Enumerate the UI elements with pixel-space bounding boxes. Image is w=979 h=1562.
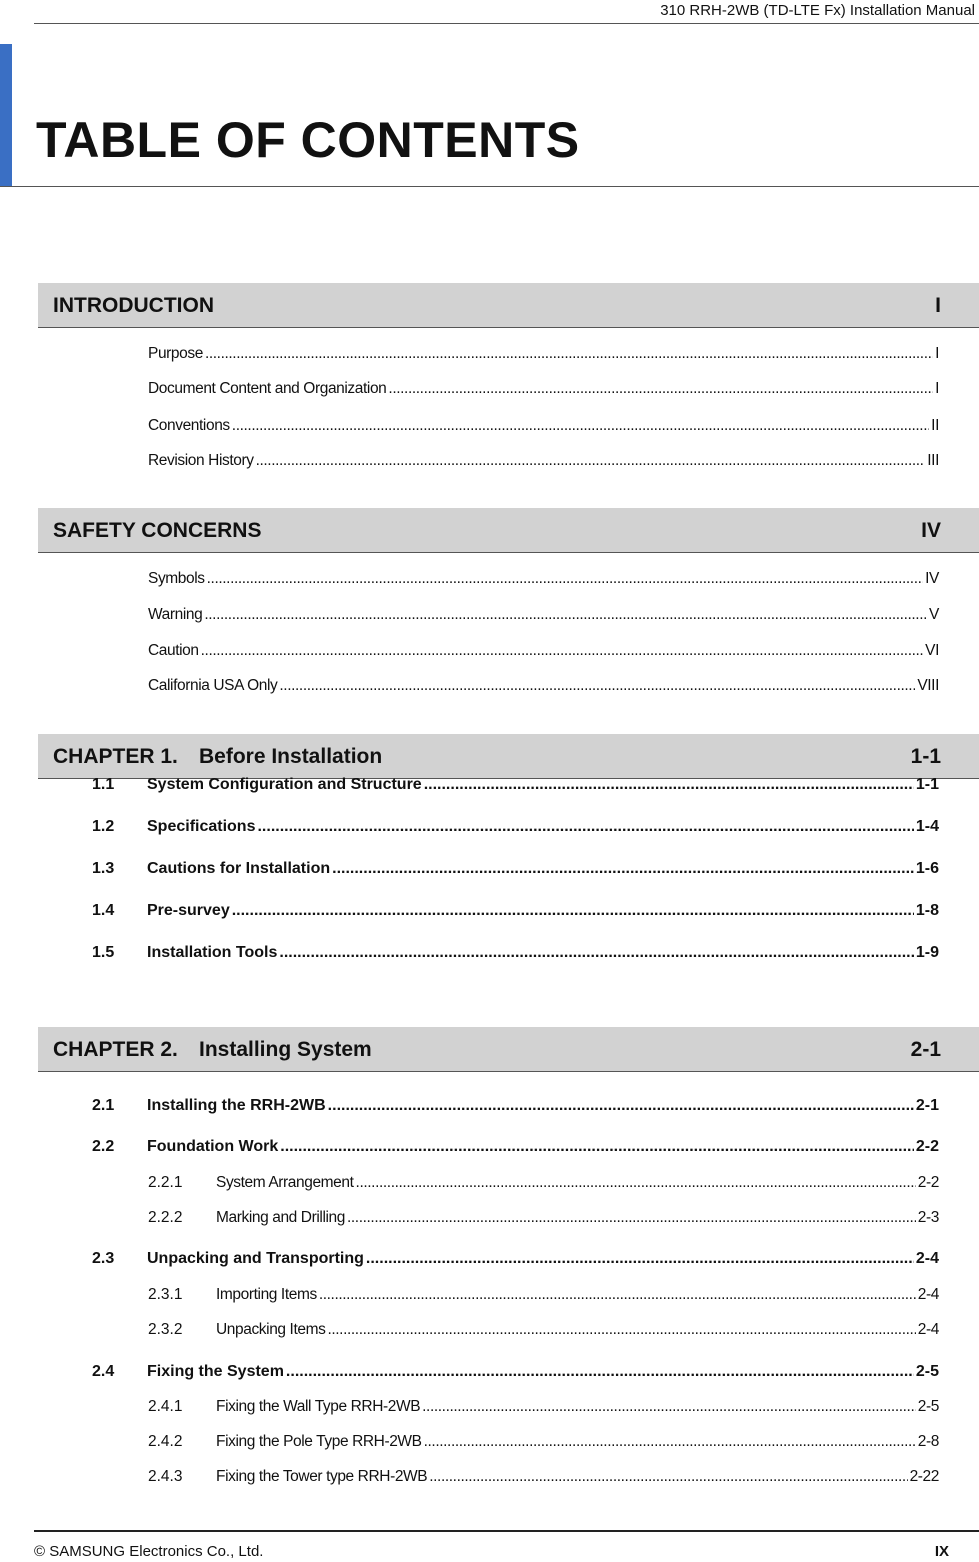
toc-page: VI bbox=[925, 642, 939, 659]
title-rule bbox=[0, 186, 979, 187]
toc-number: 1.1 bbox=[92, 776, 115, 793]
toc-entry-california-usa-only[interactable] bbox=[148, 677, 939, 695]
toc-number: 2.3.2 bbox=[148, 1321, 183, 1338]
toc-number: 2.1 bbox=[92, 1097, 115, 1114]
section-chapter-1[interactable] bbox=[38, 734, 979, 779]
toc-label: Fixing the Tower type RRH-2WB bbox=[216, 1468, 428, 1485]
toc-number: 2.4.3 bbox=[148, 1468, 183, 1485]
toc-number: 2.2.1 bbox=[148, 1174, 183, 1191]
toc-number: 2.3 bbox=[92, 1250, 115, 1267]
toc-label: Unpacking Items bbox=[216, 1321, 326, 1338]
toc-entry-2-2[interactable] bbox=[92, 1138, 939, 1156]
toc-page: IV bbox=[925, 570, 939, 587]
toc-label: Specifications bbox=[147, 818, 256, 835]
toc-number: 1.2 bbox=[92, 818, 115, 835]
footer-copyright: © SAMSUNG Electronics Co., Ltd. bbox=[34, 1543, 264, 1560]
toc-number: 2.4.2 bbox=[148, 1433, 183, 1450]
toc-label: Caution bbox=[148, 642, 199, 659]
leader-dots bbox=[279, 944, 914, 962]
toc-label: Installing the RRH-2WB bbox=[147, 1097, 326, 1114]
toc-label: Purpose bbox=[148, 345, 203, 362]
toc-label: California USA Only bbox=[148, 677, 278, 694]
chapter-title: Installing System bbox=[199, 1038, 372, 1061]
title-accent-bar bbox=[0, 44, 12, 187]
toc-page: VIII bbox=[917, 677, 939, 694]
leader-dots bbox=[257, 818, 913, 836]
chapter-number: CHAPTER 1. bbox=[53, 745, 178, 768]
toc-entry-caution[interactable] bbox=[148, 642, 939, 660]
toc-entry-2-4[interactable] bbox=[92, 1363, 939, 1381]
leader-dots bbox=[356, 1174, 916, 1192]
toc-entry-1-3[interactable] bbox=[92, 860, 939, 878]
section-title bbox=[53, 745, 382, 769]
leader-dots bbox=[286, 1363, 914, 1381]
toc-entry-warning[interactable] bbox=[148, 606, 939, 624]
toc-label: Conventions bbox=[148, 417, 230, 434]
leader-dots bbox=[279, 677, 915, 695]
toc-page: 2-4 bbox=[915, 1250, 939, 1267]
toc-label: Foundation Work bbox=[147, 1138, 279, 1155]
leader-dots bbox=[422, 1398, 916, 1416]
toc-label: Installation Tools bbox=[147, 944, 278, 961]
leader-dots bbox=[424, 1433, 916, 1451]
toc-page: II bbox=[931, 417, 939, 434]
toc-page: 2-5 bbox=[915, 1363, 939, 1380]
leader-dots bbox=[232, 417, 929, 435]
toc-label: System Arrangement bbox=[216, 1174, 354, 1191]
toc-page: 2-4 bbox=[917, 1286, 939, 1303]
toc-label: Fixing the Pole Type RRH-2WB bbox=[216, 1433, 422, 1450]
leader-dots bbox=[328, 1097, 914, 1115]
toc-page: 2-3 bbox=[917, 1209, 939, 1226]
toc-entry-2-3-1[interactable] bbox=[148, 1286, 939, 1304]
toc-label: Fixing the System bbox=[147, 1363, 284, 1380]
toc-entry-2-1[interactable] bbox=[92, 1097, 939, 1115]
section-page: 1-1 bbox=[910, 745, 941, 768]
section-page: 2-1 bbox=[910, 1038, 941, 1061]
toc-entry-2-4-1[interactable] bbox=[148, 1398, 939, 1416]
toc-page: 1-4 bbox=[915, 818, 939, 835]
toc-number: 2.2.2 bbox=[148, 1209, 183, 1226]
toc-entry-2-2-1[interactable] bbox=[148, 1174, 939, 1192]
toc-number: 2.2 bbox=[92, 1138, 115, 1155]
leader-dots bbox=[207, 570, 924, 588]
toc-number: 1.5 bbox=[92, 944, 115, 961]
toc-entry-2-4-3[interactable] bbox=[148, 1468, 939, 1486]
toc-label: Importing Items bbox=[216, 1286, 317, 1303]
chapter-title: Before Installation bbox=[199, 745, 383, 768]
toc-entry-1-4[interactable] bbox=[92, 902, 939, 920]
toc-page: I bbox=[935, 380, 939, 397]
section-page: IV bbox=[921, 519, 941, 542]
toc-label: Pre-survey bbox=[147, 902, 230, 919]
toc-page: 2-22 bbox=[909, 1468, 939, 1485]
toc-entry-1-5[interactable] bbox=[92, 944, 939, 962]
leader-dots bbox=[347, 1209, 916, 1227]
toc-entry-document-content[interactable] bbox=[148, 380, 939, 398]
leader-dots bbox=[424, 776, 914, 794]
running-header: 310 RRH-2WB (TD-LTE Fx) Installation Manual bbox=[660, 2, 975, 19]
toc-entry-1-2[interactable] bbox=[92, 818, 939, 836]
toc-label: Document Content and Organization bbox=[148, 380, 387, 397]
toc-page: 2-2 bbox=[915, 1138, 939, 1155]
toc-page: 1-1 bbox=[915, 776, 939, 793]
leader-dots bbox=[280, 1138, 914, 1156]
toc-label: Symbols bbox=[148, 570, 205, 587]
toc-label: Warning bbox=[148, 606, 203, 623]
toc-entry-2-4-2[interactable] bbox=[148, 1433, 939, 1451]
toc-label: Fixing the Wall Type RRH-2WB bbox=[216, 1398, 421, 1415]
leader-dots bbox=[327, 1321, 915, 1339]
leader-dots bbox=[204, 606, 927, 624]
toc-page: V bbox=[929, 606, 939, 623]
toc-entry-2-3[interactable] bbox=[92, 1250, 939, 1268]
leader-dots bbox=[429, 1468, 907, 1486]
toc-entry-conventions[interactable] bbox=[148, 417, 939, 435]
toc-label: Revision History bbox=[148, 452, 254, 469]
toc-page: 1-6 bbox=[915, 860, 939, 877]
toc-page: 2-2 bbox=[917, 1174, 939, 1191]
toc-page: 2-5 bbox=[917, 1398, 939, 1415]
section-title: SAFETY CONCERNS bbox=[53, 519, 262, 542]
toc-label: Cautions for Installation bbox=[147, 860, 331, 877]
page-title: TABLE OF CONTENTS bbox=[36, 112, 580, 168]
toc-number: 1.3 bbox=[92, 860, 115, 877]
toc-number: 2.4 bbox=[92, 1363, 115, 1380]
toc-entry-1-1[interactable] bbox=[92, 776, 939, 794]
toc-number: 1.4 bbox=[92, 902, 115, 919]
toc-page: I bbox=[935, 345, 939, 362]
header-rule bbox=[34, 23, 979, 24]
toc-page: 2-8 bbox=[917, 1433, 939, 1450]
toc-label: Marking and Drilling bbox=[216, 1209, 345, 1226]
toc-entry-symbols[interactable] bbox=[148, 570, 939, 588]
toc-label: Unpacking and Transporting bbox=[147, 1250, 364, 1267]
leader-dots bbox=[366, 1250, 914, 1268]
leader-dots bbox=[319, 1286, 916, 1304]
toc-number: 2.4.1 bbox=[148, 1398, 183, 1415]
toc-page: III bbox=[927, 452, 939, 469]
toc-page: 2-4 bbox=[917, 1321, 939, 1338]
toc-entry-revision-history[interactable] bbox=[148, 452, 939, 470]
section-title bbox=[53, 1038, 372, 1062]
section-chapter-2[interactable] bbox=[38, 1027, 979, 1072]
leader-dots bbox=[256, 452, 926, 470]
section-introduction[interactable] bbox=[38, 283, 979, 328]
toc-page: 1-9 bbox=[915, 944, 939, 961]
footer-rule bbox=[34, 1530, 979, 1532]
toc-page: 1-8 bbox=[915, 902, 939, 919]
toc-number: 2.3.1 bbox=[148, 1286, 183, 1303]
leader-dots bbox=[388, 380, 933, 398]
leader-dots bbox=[332, 860, 914, 878]
section-title: INTRODUCTION bbox=[53, 294, 214, 317]
leader-dots bbox=[205, 345, 933, 363]
leader-dots bbox=[201, 642, 924, 660]
leader-dots bbox=[232, 902, 914, 920]
toc-entry-2-2-2[interactable] bbox=[148, 1209, 939, 1227]
toc-label: System Configuration and Structure bbox=[147, 776, 422, 793]
section-page: I bbox=[935, 294, 941, 317]
toc-page: 2-1 bbox=[915, 1097, 939, 1114]
toc-entry-2-3-2[interactable] bbox=[148, 1321, 939, 1339]
chapter-number: CHAPTER 2. bbox=[53, 1038, 178, 1061]
footer-page-number: IX bbox=[934, 1543, 949, 1560]
section-safety-concerns[interactable] bbox=[38, 508, 979, 553]
toc-entry-purpose[interactable] bbox=[148, 345, 939, 363]
